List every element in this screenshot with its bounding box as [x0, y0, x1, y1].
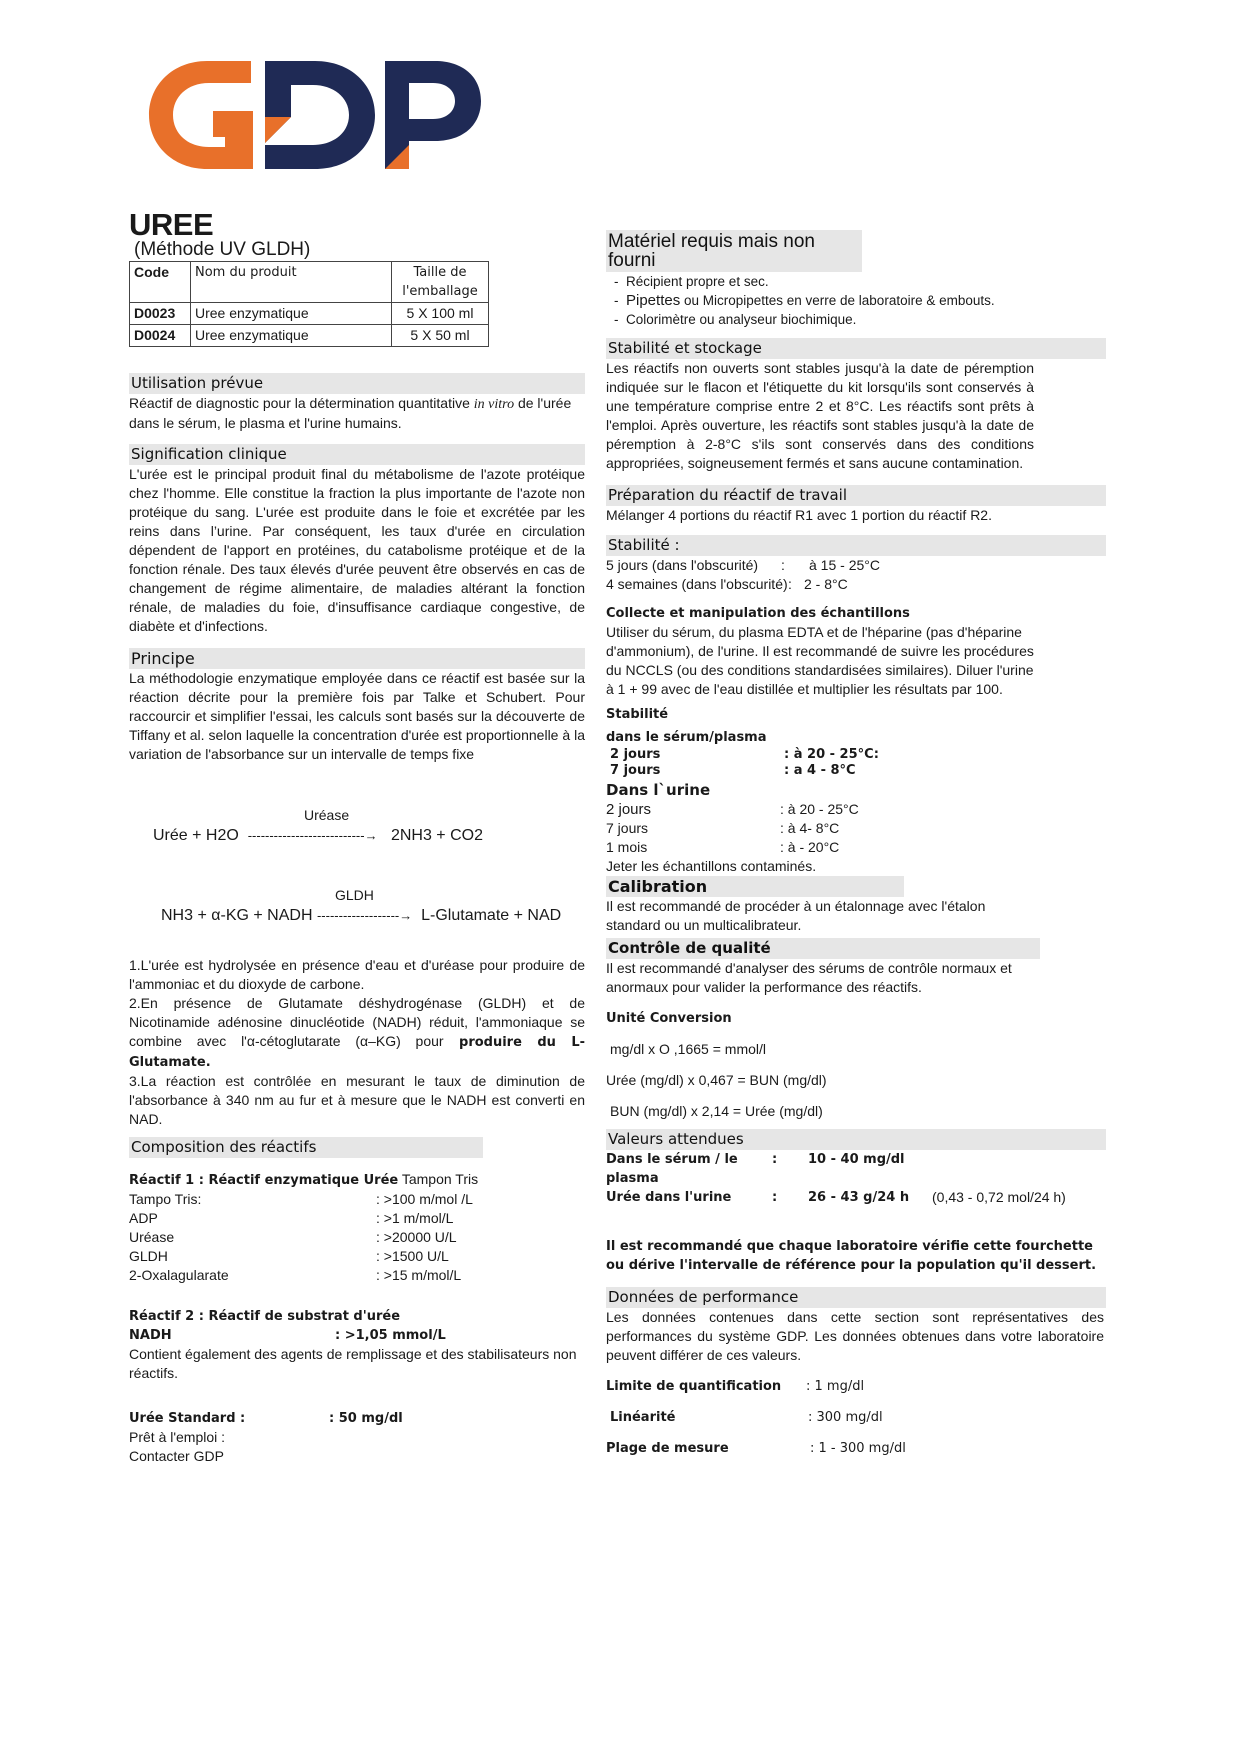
step-item: 2.En présence de Glutamate déshydrogénase (GLDH) et de Nicotinamide adénosine dinucléotide (NADH) réduit, l'ammoniaque se combine avec l'α-cétoglutarate (α–KG) pour produire du L-Glutamate.	[129, 995, 586, 1070]
step-item: 3.La réaction est contrôlée en mesurant le taux de diminution de l'absorbance à 340 nm au fur et à mesure que le NADH est converti en NAD.	[129, 1073, 585, 1127]
section-heading: Calibration	[606, 876, 904, 897]
conversion-line: Urée (mg/dl) x 0,467 = BUN (mg/dl)	[606, 1072, 827, 1088]
list-item: - Récipient propre et sec.	[614, 274, 769, 289]
list-item: GLDH : >1500 U/L	[129, 1248, 449, 1264]
standard-row: Urée Standard : : 50 mg/dl	[129, 1411, 403, 1426]
r2-title: Réactif 2 : Réactif de substrat d'urée	[129, 1309, 401, 1324]
materiel-list	[614, 272, 1106, 329]
calibration-text: Il est recommandé de procéder à un étalonnage avec l'étalon standard ou un multicalibrateur.	[606, 898, 986, 933]
table-row	[130, 303, 489, 325]
reaction-enzyme: GLDH	[335, 887, 374, 903]
reaction-equation: Urée + H2O ---------------------------→ 2NH3 + CO2	[153, 827, 483, 844]
valeurs-note: Il est recommandé que chaque laboratoire vérifie cette fourchette ou dérive l'intervalle de référence pour la population qu'il dessert.	[606, 1239, 1097, 1273]
list-item: Tampo Tris: : >100 m/mol /L	[129, 1191, 473, 1207]
table-cell: D0023	[130, 303, 191, 325]
standard-line: Prêt à l'emploi :	[129, 1429, 226, 1445]
r1-title: Réactif 1 : Réactif enzymatique Urée Tampon Tris	[129, 1171, 479, 1188]
utilisation-text: Réactif de diagnostic pour la détermination quantitative in vitro de l'urée dans le sérum, le plasma et l'urine humains.	[129, 395, 572, 431]
stabilite-row: 4 semaines (dans l'obscurité) : 2 - 8°C	[606, 576, 848, 592]
signification-text: L'urée est le principal produit final du métabolisme de l'azote protéique chez l'homme. Elle constitue la fraction la plus importante de l'azote non protéique du sang. L'urée est produite dans le foie et excrétée par les reins dans l’urine. Par conséquent, les taux d'urée en circulation dépendent de l'apport en protéines, du catabolisme protéique et de la fonction rénale. Des taux élevés d'urée peuvent être observés en cas de changement de régime alimentaire, de maladies altérant la fonction rénale, de maladies du foie, d'insuffisance cardiaque congestive, de diabète et d'infections.	[129, 466, 585, 634]
conversion-line: BUN (mg/dl) x 2,14 = Urée (mg/dl)	[610, 1103, 823, 1119]
serum-row: 2 jours : à 20 - 25°C:	[610, 747, 879, 762]
r1-list	[129, 1190, 585, 1285]
performance-row: Plage de mesure : 1 - 300 mg/dl	[606, 1441, 906, 1456]
list-item: 2-Oxalagularate : >15 m/mol/L	[129, 1267, 462, 1283]
table-row	[130, 325, 489, 347]
list-item: Uréase : >20000 U/L	[129, 1229, 457, 1245]
table-cell: Uree enzymatique	[191, 325, 392, 347]
gdp-logo	[145, 55, 485, 175]
r2-item: NADH : >1,05 mmol/L	[129, 1328, 446, 1343]
list-item: - Pipettes ou Micropipettes en verre de laboratoire & embouts.	[614, 292, 995, 309]
table-cell: 5 X 50 ml	[392, 325, 489, 347]
section-heading: Valeurs attendues	[606, 1129, 1106, 1150]
table-cell: Uree enzymatique	[191, 303, 392, 325]
logo-letter-d	[265, 61, 375, 169]
left-column	[129, 207, 586, 1466]
urine-label: Dans l`urine	[606, 781, 711, 799]
product-title: UREE	[129, 207, 214, 242]
urine-row: 2 jours : à 20 - 25°C	[606, 801, 859, 818]
reaction-enzyme: Uréase	[304, 807, 350, 823]
collecte-text: Utiliser du sérum, du plasma EDTA et de l'héparine (pas d'héparine d'ammonium), de l'urine. Il est recommandé de suivre les procédures du NCCLS (ou des conditions standardisées similaires). Diluer l'urine à 1 + 99 avec de l'eau distillée et multiplier les résultats par 100.	[606, 624, 1034, 697]
section-heading: Signification clinique	[129, 444, 585, 465]
section-heading: Principe	[129, 648, 585, 669]
conversion-line: mg/dl x O ,1665 = mmol/l	[610, 1041, 767, 1057]
section-heading: Utilisation prévue	[129, 373, 585, 394]
step-item: 1.L'urée est hydrolysée en présence d'eau et d'uréase pour produire de l'ammoniac et du dioxyde de carbone.	[129, 957, 585, 992]
table-header-row	[130, 262, 489, 303]
table-header-cell: Nom du produit	[191, 262, 392, 303]
collecte-stab-label: Stabilité	[606, 707, 669, 722]
list-item: - Colorimètre ou analyseur biochimique.	[614, 312, 857, 327]
serum-row: 7 jours : a 4 - 8°C	[610, 763, 856, 778]
valeurs-row: Urée dans l'urine : 26 - 43 g/24 h (0,43 - 0,72 mol/24 h)	[606, 1189, 1066, 1205]
r2-note: Contient également des agents de remplissage et des stabilisateurs non réactifs.	[129, 1346, 577, 1381]
table-cell: 5 X 100 ml	[392, 303, 489, 325]
preparation-text: Mélanger 4 portions du réactif R1 avec 1 portion du réactif R2.	[606, 507, 992, 523]
section-heading: Contrôle de qualité	[606, 938, 1040, 959]
section-heading: Composition des réactifs	[129, 1137, 483, 1158]
principe-text: La méthodologie enzymatique employée dans ce réactif est basée sur la réaction décrite pour la première fois par Talke et Schubert. Pour raccourcir et simplifier l'essai, les calculs sont basés sur la découverte de Tiffany et al. selon laquelle la concentration d'urée est proportionnelle à la variation de l'absorbance sur un intervalle de temps fixe	[129, 670, 585, 762]
performance-row: Limite de quantification : 1 mg/dl	[606, 1379, 865, 1394]
reaction-block	[129, 764, 585, 944]
urine-row: 7 jours : à 4- 8°C	[606, 820, 840, 836]
section-heading: Matériel requis mais non fourni	[606, 230, 862, 272]
section-heading: Préparation du réactif de travail	[606, 485, 1106, 506]
urine-row: 1 mois : à - 20°C	[606, 839, 840, 855]
table-cell: D0024	[130, 325, 191, 347]
table-header-cell: Code	[130, 262, 191, 303]
logo-letter-g	[149, 61, 253, 169]
performance-text: Les données contenues dans cette section sont représentatives des performances du système GDP. Les données obtenues dans votre laboratoire peuvent différer de ces valeurs.	[606, 1309, 1104, 1363]
valeurs-row: Dans le sérum / le plasma : 10 - 40 mg/dl	[606, 1152, 905, 1186]
logo-letter-p	[385, 61, 481, 169]
stabilite-row: 5 jours (dans l'obscurité) : à 15 - 25°C	[606, 557, 880, 573]
controle-text: Il est recommandé d'analyser des sérums de contrôle normaux et anormaux pour valider la performance des réactifs.	[606, 960, 1012, 995]
section-heading: Stabilité :	[606, 535, 1106, 556]
table-header-cell: Taille de l'emballage	[392, 262, 489, 303]
stockage-text: Les réactifs non ouverts sont stables jusqu'à la date de péremption indiquée sur le flacon et l'étiquette du kit lorsqu'ils sont conservés à une température comprise entre 2 et 8°C. Les réactifs sont prêts à l'emploi. Après ouverture, les réactifs sont stables jusqu'à la date de péremption à 2-8°C s'ils sont conservés dans des conditions appropriées, soigneusement fermés et sans aucune contamination.	[606, 360, 1034, 471]
standard-line: Contacter GDP	[129, 1448, 224, 1464]
collecte-heading: Collecte et manipulation des échantillons	[606, 606, 910, 621]
right-column	[606, 230, 1106, 1458]
performance-row: Linéarité : 300 mg/dl	[610, 1410, 883, 1425]
section-heading: Stabilité et stockage	[606, 338, 1106, 359]
section-heading: Données de performance	[606, 1287, 1106, 1308]
list-item: ADP : >1 m/mol/L	[129, 1210, 454, 1226]
conversion-heading: Unité Conversion	[606, 1011, 732, 1026]
reaction-equation: NH3 + α-KG + NADH -------------------→ L-Glutamate + NAD	[161, 907, 562, 924]
collecte-serum-label: dans le sérum/plasma	[606, 730, 767, 745]
jeter-text: Jeter les échantillons contaminés.	[606, 858, 817, 874]
product-table	[129, 261, 489, 347]
product-subtitle: (Méthode UV GLDH)	[134, 239, 311, 260]
